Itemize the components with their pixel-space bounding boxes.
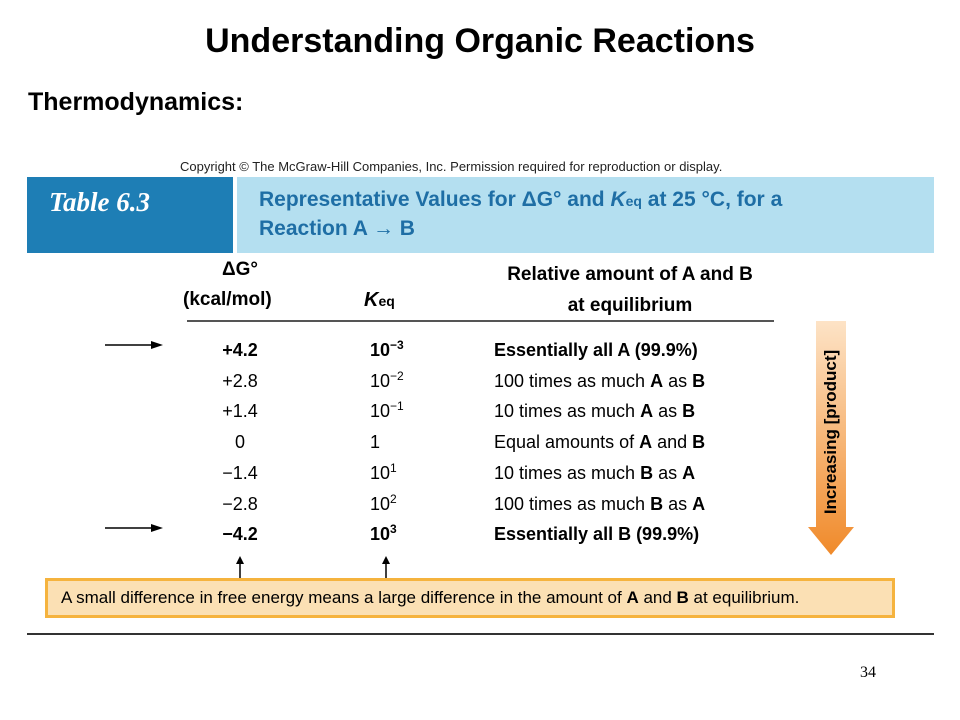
cell-keq [370, 458, 397, 488]
caption-k: K [610, 188, 626, 211]
header-keq [364, 289, 395, 312]
keq-base: 10 [370, 401, 391, 421]
relative-amount-text: Essentially all B (99.9%) [494, 524, 700, 544]
header-relative-line-2: at equilibrium [567, 295, 693, 316]
cell-keq [370, 366, 404, 396]
slide-subtitle: Thermodynamics: [28, 88, 244, 116]
relative-amount-text: 100 times as much [494, 494, 651, 514]
cell-keq [370, 427, 380, 457]
keq-exponent: −1 [390, 399, 404, 413]
relative-amount-text: A [682, 463, 696, 483]
table-banner [27, 177, 934, 253]
cell-relative-amount [494, 458, 695, 488]
up-arrow-icon [230, 556, 250, 578]
header-relative-line-1: Relative amount of A and B [507, 264, 753, 285]
relative-amount-text: as [663, 494, 693, 514]
cell-relative-amount [494, 489, 705, 519]
cell-delta-g: −1.4 [222, 463, 258, 483]
caption-text-1: Representative Values for ΔG° and [259, 188, 611, 211]
bottom-rule [27, 633, 934, 635]
keq-exponent: −2 [390, 369, 404, 383]
relative-amount-text: B [682, 401, 696, 421]
cell-relative-amount [494, 335, 698, 365]
keq-exponent: 3 [390, 522, 397, 536]
keq-base: 10 [370, 371, 391, 391]
header-delta-g: ΔG° [221, 259, 259, 280]
relative-amount-text: Equal amounts of [494, 432, 640, 452]
cell-relative-amount [494, 427, 705, 457]
relative-amount-text: B [692, 371, 706, 391]
relative-amount-text: A [650, 371, 664, 391]
note-and: and [638, 588, 677, 607]
slide-title: Understanding Organic Reactions [205, 22, 755, 60]
page-number: 34 [860, 664, 876, 681]
summary-note [45, 578, 895, 618]
relative-amount-text: as [663, 371, 693, 391]
keq-base: 10 [370, 494, 391, 514]
header-keq-sub: eq [378, 293, 395, 309]
relative-amount-text: B [692, 432, 706, 452]
relative-amount-text: 100 times as much [494, 371, 651, 391]
cell-keq [370, 396, 404, 426]
note-b: B [676, 588, 689, 607]
keq-base: 10 [370, 463, 391, 483]
relative-amount-text: A [640, 401, 654, 421]
note-text-1: A small difference in free energy means a large difference in the amount of [61, 588, 627, 607]
cell-keq [370, 519, 397, 549]
cell-delta-g: +1.4 [222, 401, 258, 421]
cell-relative-amount [494, 396, 695, 426]
table-caption [237, 177, 934, 253]
relative-amount-text: B [640, 463, 654, 483]
copyright-notice: Copyright © The McGraw-Hill Companies, Inc. Permission required for reproduction or display. [180, 159, 723, 174]
keq-exponent: −3 [390, 338, 404, 352]
cell-delta-g: −4.2 [222, 524, 258, 544]
cell-relative-amount [494, 366, 705, 396]
caption-text-2: at 25 °C, for a [641, 188, 783, 211]
keq-base: 10 [370, 524, 391, 544]
cell-keq [370, 335, 404, 365]
relative-amount-text: A [692, 494, 706, 514]
header-relative-amount [480, 259, 780, 321]
up-arrow-icon [376, 556, 396, 578]
keq-exponent: 1 [390, 461, 397, 475]
cell-keq [370, 489, 397, 519]
cell-delta-g: 0 [234, 432, 245, 452]
relative-amount-text: 10 times as much [494, 401, 641, 421]
keq-base: 10 [370, 340, 391, 360]
caption-line-2: Reaction A → B [259, 217, 415, 240]
relative-amount-text: Essentially all A (99.9%) [494, 340, 698, 360]
row-pointer-arrow-icon [105, 522, 165, 534]
relative-amount-text: as [653, 401, 683, 421]
header-rule [187, 320, 774, 322]
relative-amount-text: 10 times as much [494, 463, 641, 483]
cell-relative-amount [494, 519, 699, 549]
relative-amount-text: and [652, 432, 693, 452]
relative-amount-text: B [650, 494, 664, 514]
keq-base: 1 [370, 432, 381, 452]
caption-k-sub: eq [625, 193, 642, 209]
table-label: Table 6.3 [27, 177, 233, 253]
cell-delta-g: +2.8 [222, 371, 258, 391]
note-a: A [626, 588, 639, 607]
row-pointer-arrow-icon [105, 339, 165, 351]
cell-delta-g: −2.8 [222, 494, 258, 514]
note-text-2: at equilibrium. [688, 588, 800, 607]
cell-delta-g: +4.2 [222, 340, 258, 360]
relative-amount-text: A [639, 432, 653, 452]
header-delta-g-unit: (kcal/mol) [183, 289, 272, 310]
header-keq-k: K [364, 289, 379, 311]
keq-exponent: 2 [390, 492, 397, 506]
relative-amount-text: as [653, 463, 683, 483]
increasing-product-label: Increasing [product] [821, 349, 840, 515]
